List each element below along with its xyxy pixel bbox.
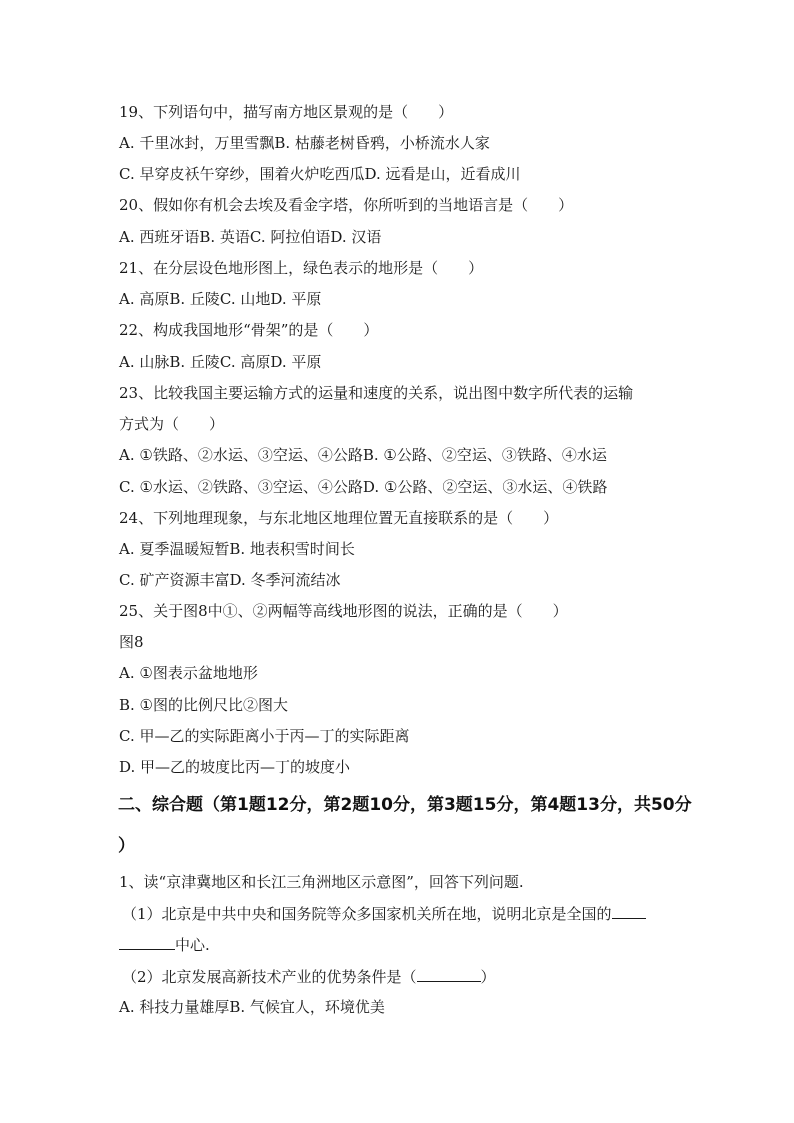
- question-24: 24、下列地理现象，与东北地区地理位置无直接联系的是（ ）: [119, 509, 559, 527]
- question-22: 22、构成我国地形“骨架”的是（ ）: [119, 321, 379, 339]
- question-1-part-1-cont: [119, 934, 210, 955]
- question-1-part-2-options: A. 科技力量雄厚B. 气候宜人，环境优美: [119, 998, 385, 1016]
- question-21: 21、在分层设色地形图上，绿色表示的地形是（ ）: [119, 259, 484, 277]
- question-23-options-ab: A. ①铁路、②水运、③空运、④公路B. ①公路、②空运、③铁路、④水运: [119, 446, 607, 464]
- question-24-options-cd: C. 矿产资源丰富D. 冬季河流结冰: [119, 571, 341, 589]
- question-23-options-cd: C. ①水运、②铁路、③空运、④公路D. ①公路、②空运、③水运、④铁路: [119, 478, 608, 496]
- question-23-line2: 方式为（ ）: [119, 415, 225, 433]
- answer-blank[interactable]: [612, 903, 646, 919]
- answer-blank-cont[interactable]: [119, 934, 175, 950]
- question-22-options: A. 山脉B. 丘陵C. 高原D. 平原: [119, 353, 322, 371]
- question-1-part-1: [122, 903, 646, 924]
- figure-8-label: 图8: [119, 633, 144, 651]
- question-1-part-1-text: （1）北京是中共中央和国务院等众多国家机关所在地，说明北京是全国的: [122, 905, 612, 923]
- question-24-options-ab: A. 夏季温暖短暂B. 地表积雪时间长: [119, 540, 355, 558]
- question-19: 19、下列语句中，描写南方地区景观的是（ ）: [119, 103, 454, 121]
- question-25-option-c: C. 甲—乙的实际距离小于丙—丁的实际距离: [119, 727, 410, 745]
- question-1-part-1-suffix: 中心.: [175, 936, 210, 954]
- question-19-options-ab: A. 千里冰封，万里雪飘B. 枯藤老树昏鸦，小桥流水人家: [119, 134, 490, 152]
- question-1-part-2: [122, 966, 496, 987]
- question-23-line1: 23、比较我国主要运输方式的运量和速度的关系，说出图中数字所代表的运输: [119, 384, 634, 402]
- question-19-options-cd: C. 早穿皮袄午穿纱，围着火炉吃西瓜D. 远看是山，近看成川: [119, 165, 521, 183]
- question-25: 25、关于图8中①、②两幅等高线地形图的说法，正确的是（ ）: [119, 602, 568, 620]
- comprehensive-question-1: 1、读“京津冀地区和长江三角洲地区示意图”，回答下列问题.: [119, 873, 524, 891]
- question-21-options: A. 高原B. 丘陵C. 山地D. 平原: [119, 290, 322, 308]
- section-2-heading-cont: ）: [118, 836, 135, 856]
- question-25-option-d: D. 甲—乙的坡度比丙—丁的坡度小: [119, 758, 351, 776]
- question-20-options: A. 西班牙语B. 英语C. 阿拉伯语D. 汉语: [119, 228, 382, 246]
- question-25-option-a: A. ①图表示盆地地形: [119, 664, 258, 682]
- question-1-part-2-text: （2）北京发展高新技术产业的优势条件是（: [122, 968, 417, 986]
- answer-blank-2[interactable]: [417, 966, 481, 982]
- section-2-heading: 二、综合题（第1题12分，第2题10分，第3题15分，第4题13分，共50分: [118, 795, 692, 815]
- question-1-part-2-close: ）: [480, 968, 496, 986]
- question-25-option-b: B. ①图的比例尺比②图大: [119, 696, 289, 714]
- question-20: 20、假如你有机会去埃及看金字塔，你所听到的当地语言是（ ）: [119, 196, 574, 214]
